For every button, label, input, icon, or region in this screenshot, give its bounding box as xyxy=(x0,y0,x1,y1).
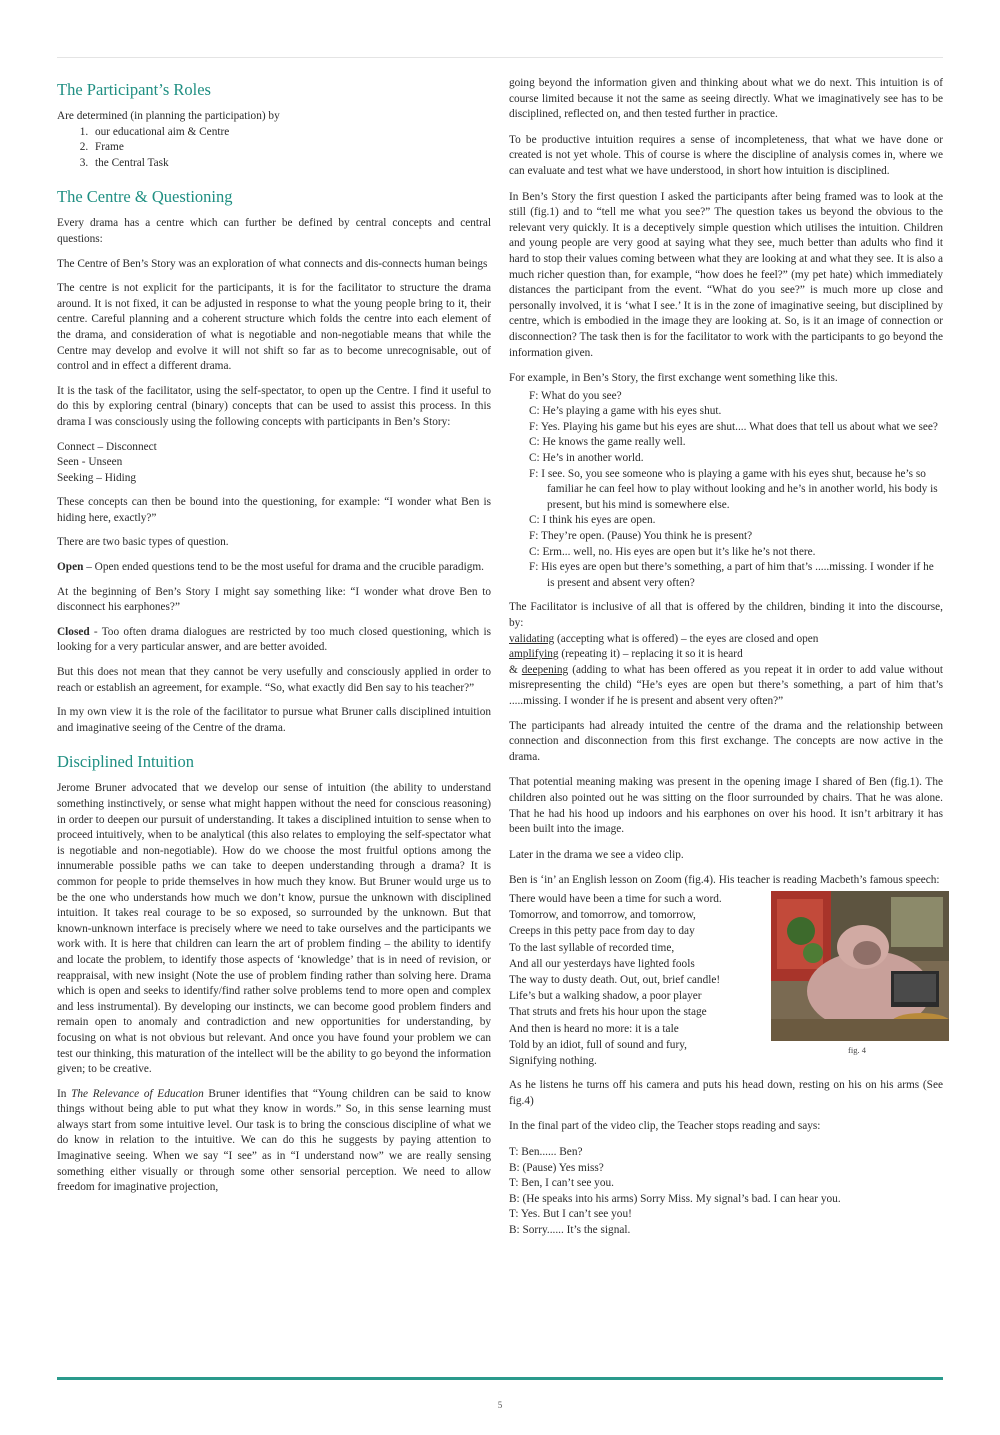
paragraph: There are two basic types of question. xyxy=(57,536,229,549)
list-item: Seen - Unseen xyxy=(57,456,123,469)
paragraph: These concepts can then be bound into the questioning, for example: “I wonder what Ben is hiding here, exactly?” xyxy=(57,496,491,524)
open-label: Open xyxy=(57,561,84,574)
bottom-divider xyxy=(57,1377,943,1380)
poem-line: And all our yesterdays have lighted fools xyxy=(509,957,695,970)
roles-list xyxy=(57,125,491,172)
dialogue-line: B: (He speaks into his arms) Sorry Miss. My signal’s bad. I can hear you. xyxy=(509,1192,841,1205)
boy-at-laptop-photo xyxy=(771,891,949,1041)
dialogue-line: B: (Pause) Yes miss? xyxy=(509,1161,604,1174)
poem-line: That struts and frets his hour upon the stage xyxy=(509,1006,707,1019)
list-item: validating (accepting what is offered) – the eyes are closed and open xyxy=(509,632,819,645)
page-number: 5 xyxy=(497,1400,503,1410)
final-dialogue xyxy=(509,1145,943,1239)
dialogue-line: F: His eyes are open but there’s something, a part of him that’s .....missing. I wonder if he is present and absent very often? xyxy=(529,561,934,589)
list-item: 2. Frame xyxy=(91,140,491,156)
dialogue-line: C: He’s playing a game with his eyes shut. xyxy=(529,405,722,418)
paragraph: The Centre of Ben’s Story was an exploration of what connects and dis-connects human beings xyxy=(57,257,488,270)
right-column xyxy=(509,76,943,1238)
book-title: The Relevance of Education xyxy=(71,1087,204,1100)
dialogue-line: F: Yes. Playing his game but his eyes are shut.... What does that tell us about what we see? xyxy=(529,420,938,433)
dialogue-line: C: He’s in another world. xyxy=(529,452,644,465)
closed-label: Closed xyxy=(57,625,90,638)
roles-heading: The Participant’s Roles xyxy=(57,80,211,99)
dialogue-line: C: He knows the game really well. xyxy=(529,436,686,449)
paragraph: The centre is not explicit for the participants, it is for the facilitator to structure the drama around. It is not fixed, it can be adjusted in response to what the young people bring to it, their centre. Careful planning and a coherent structure which folds the centre into each element of the drama, and consideration of what is negotiable and non-negotiable means that while the Centre may develop and evolve it will not shift so far as to become unrecognisable, out of control and in effect a different drama. xyxy=(57,282,491,373)
poem-line: Tomorrow, and tomorrow, and tomorrow, xyxy=(509,909,696,922)
dialogue-line: B: Sorry...... It’s the signal. xyxy=(509,1223,631,1236)
paragraph: It is the task of the facilitator, using the self-spectator, to open up the Centre. I find it useful to do this by exploring central (binary) concepts that can be used to assist this process. In this drama I was consciously using the following concepts with participants in Ben’s Story: xyxy=(57,384,491,428)
list-item: 3. the Central Task xyxy=(91,156,491,172)
list-item: Seeking – Hiding xyxy=(57,471,137,484)
concept-list xyxy=(57,440,491,487)
centre-heading: The Centre & Questioning xyxy=(57,187,233,207)
poem-line: The way to dusty death. Out, out, brief candle! xyxy=(509,973,721,986)
macbeth-quote-block xyxy=(509,891,943,1069)
figure-caption: fig. 4 xyxy=(848,1044,866,1055)
poem-line: Creeps in this petty pace from day to day xyxy=(509,925,695,938)
paragraph: In the final part of the video clip, the Teacher stops reading and says: xyxy=(509,1120,821,1133)
paragraph: To be productive intuition requires a sense of incompleteness, that what we have done or created is not yet whole. This of course is where the discipline of analysis comes in, where we can evaluate and test what we have understood, in short how intuition is disciplined. xyxy=(509,133,943,177)
facilitator-techniques xyxy=(509,632,943,710)
dialogue-line: T: Ben...... Ben? xyxy=(509,1145,583,1158)
poem-line: Life’s but a walking shadow, a poor player xyxy=(509,990,702,1003)
poem-line: Signifying nothing. xyxy=(509,1054,597,1067)
paragraph: As he listens he turns off his camera and puts his head down, resting on his on his arms (See fig.4) xyxy=(509,1079,943,1107)
paragraph: Ben is ‘in’ an English lesson on Zoom (fig.4). His teacher is reading Macbeth’s famous speech: xyxy=(509,874,940,887)
left-column xyxy=(57,76,491,1205)
poem-line: There would have been a time for such a word. xyxy=(509,892,722,905)
paragraph: Later in the drama we see a video clip. xyxy=(509,848,684,861)
paragraph: For example, in Ben’s Story, the first exchange went something like this. xyxy=(509,372,838,385)
roles-intro: Are determined (in planning the participation) by xyxy=(57,110,280,122)
intuition-heading: Disciplined Intuition xyxy=(57,752,195,772)
paragraph: Every drama has a centre which can further be defined by central concepts and central questions: xyxy=(57,217,491,245)
dialogue-line: T: Ben, I can’t see you. xyxy=(509,1177,614,1190)
poem-line: Told by an idiot, full of sound and fury, xyxy=(509,1038,687,1051)
paragraph: At the beginning of Ben’s Story I might say something like: “I wonder what drove Ben to disconnect his earphones?” xyxy=(57,585,491,614)
top-divider xyxy=(57,57,943,58)
closed-question-paragraph: Closed - Too often drama dialogues are restricted by too much closed questioning, which is looking for a very particular answer, and are better avoided. xyxy=(57,625,491,654)
list-item: 1. our educational aim & Centre xyxy=(91,125,491,141)
list-item: amplifying (repeating it) – replacing it so it is heard xyxy=(509,648,743,661)
paragraph: Jerome Bruner advocated that we develop our sense of intuition (the ability to understand something instinctively, or sense what might happen without the need for conscious reasoning) in order to deepen our pursuit of understanding. It takes a disciplined intuition to sense when to proceed intuitively, when to be analytical (this also relates to employing the self-spectator what is negotiable and non-negotiable). How do we choose the most fruitful options among the innumerable possible paths we can take to deepen understanding through a drama? It is common for people to pride themselves in how much they know. But Bruner would urge us to be the one who understands how much we don’t know, pursue the unknown with disciplined intuition. It takes real courage to be so exposed, so surrounded by the unknown. But that known-unknown interface is precisely where we need to take ourselves and the participants we work with. It is here that children can learn the art of problem finding – the ability to identify and locate the problem, to identify those aspects of ‘knowledge’ that is in need of revision, or reappraisal, with new insight (Note the use of problem finding rather than solving here. Drama which is open and seeks to identify/find rather solve problems tend to more open and complex and less instrumental). By developing our instincts, we can become good problem finders and remain open to anomaly and contradiction and new opportunities for understanding, by focusing on what is not obvious but relevant. And once you have found your problem we can test our thinking, this maturation of the intellect will be the ability to go beyond the information given; to be creative. xyxy=(57,782,491,1076)
dialogue-line: F: They’re open. (Pause) You think he is present? xyxy=(529,530,753,543)
paragraph: In The Relevance of Education Bruner identifies that “Young children can be said to know things without being able to put what they know in words.” So, in this sense learning must always start from some intuitive level. Our task is to bring the conscious discipline of what we do know in relation to the intuitive. We can do this he suggests by paying attention to Imaginative seeing. When we say “I see” as in “I understand now” we are really sensing something either visually or through some other sensorial perception. We need to allow freedom for imaginative projection, xyxy=(57,1087,491,1194)
poem-line: And then is heard no more: it is a tale xyxy=(509,1022,679,1035)
paragraph: But this does not mean that they cannot be very usefully and consciously applied in order to reach or establish an agreement, for example. “So, what exactly did Ben say to his teacher?” xyxy=(57,666,491,694)
list-item: Connect – Disconnect xyxy=(57,440,157,453)
dialogue-line: C: I think his eyes are open. xyxy=(529,514,656,527)
paragraph: The Facilitator is inclusive of all that is offered by the children, binding it into the discourse, by: xyxy=(509,601,943,629)
poem-line: To the last syllable of recorded time, xyxy=(509,941,675,954)
figure-4 xyxy=(765,891,949,1069)
list-item: & deepening (adding to what has been offered as you repeat it in order to add value without misrepresenting the child) “He’s eyes are open but there’s something, a part of him that’s .....missing. I wonder if he is present and absent very often?” xyxy=(509,663,943,707)
exchange-dialogue xyxy=(509,389,943,592)
dialogue-line: C: Erm... well, no. His eyes are open but it’s like he’s not there. xyxy=(529,545,816,558)
paragraph: The participants had already intuited the centre of the drama and the relationship between connection and disconnection from this first exchange. The concepts are now active in the drama. xyxy=(509,719,943,763)
paragraph: In my own view it is the role of the facilitator to pursue what Bruner calls disciplined intuition and imaginative seeing of the Centre of the drama. xyxy=(57,706,491,734)
dialogue-line: F: I see. So, you see someone who is playing a game with his eyes shut, because he’s so familiar he can feel how to play without looking and he’s in another world, his body is present, but his mind is somewhere else. xyxy=(529,467,938,511)
paragraph: That potential meaning making was present in the opening image I shared of Ben (fig.1). The children also pointed out he was sitting on the floor surrounded by chairs. That he was alone. That he had his hood up indoors and his earphones on over his hood. It isn’t arbitrary it has been built into the image. xyxy=(509,776,943,836)
paragraph: going beyond the information given and thinking about what we do next. This intuition is of course limited because it not the same as seeing directly. What we imaginatively see has to be disciplined, reflected on, and then tested further in practice. xyxy=(509,77,943,121)
macbeth-speech xyxy=(509,891,751,1069)
dialogue-line: F: What do you see? xyxy=(529,389,622,402)
open-question-paragraph: Open – Open ended questions tend to be the most useful for drama and the crucible paradigm. xyxy=(57,561,484,574)
dialogue-line: T: Yes. But I can’t see you! xyxy=(509,1208,632,1221)
paragraph: In Ben’s Story the first question I asked the participants after being framed was to look at the still (fig.1) and to “tell me what you see?” The question takes us beyond the obvious to the relevant very quickly. It is a deceptively simple question which utilises the intuition. Children and young people are very good at saying what they see, much better than adults who find it hard to stop their values coming between what they are looking at and what they see. It is also a much richer question than, for example, “how does he feel?” (my pet hate) which immediately distances the participant from the event. “What do you see?” is much more up close and personally involved, it is ‘what I see.’ It is in the zone of imaginative seeing, but disciplined by centre, which is embodied in the image they are looking at. So, is it an image of connection or disconnection? The task then is for the facilitator to work with the participants to go beyond the information given. xyxy=(509,190,943,359)
